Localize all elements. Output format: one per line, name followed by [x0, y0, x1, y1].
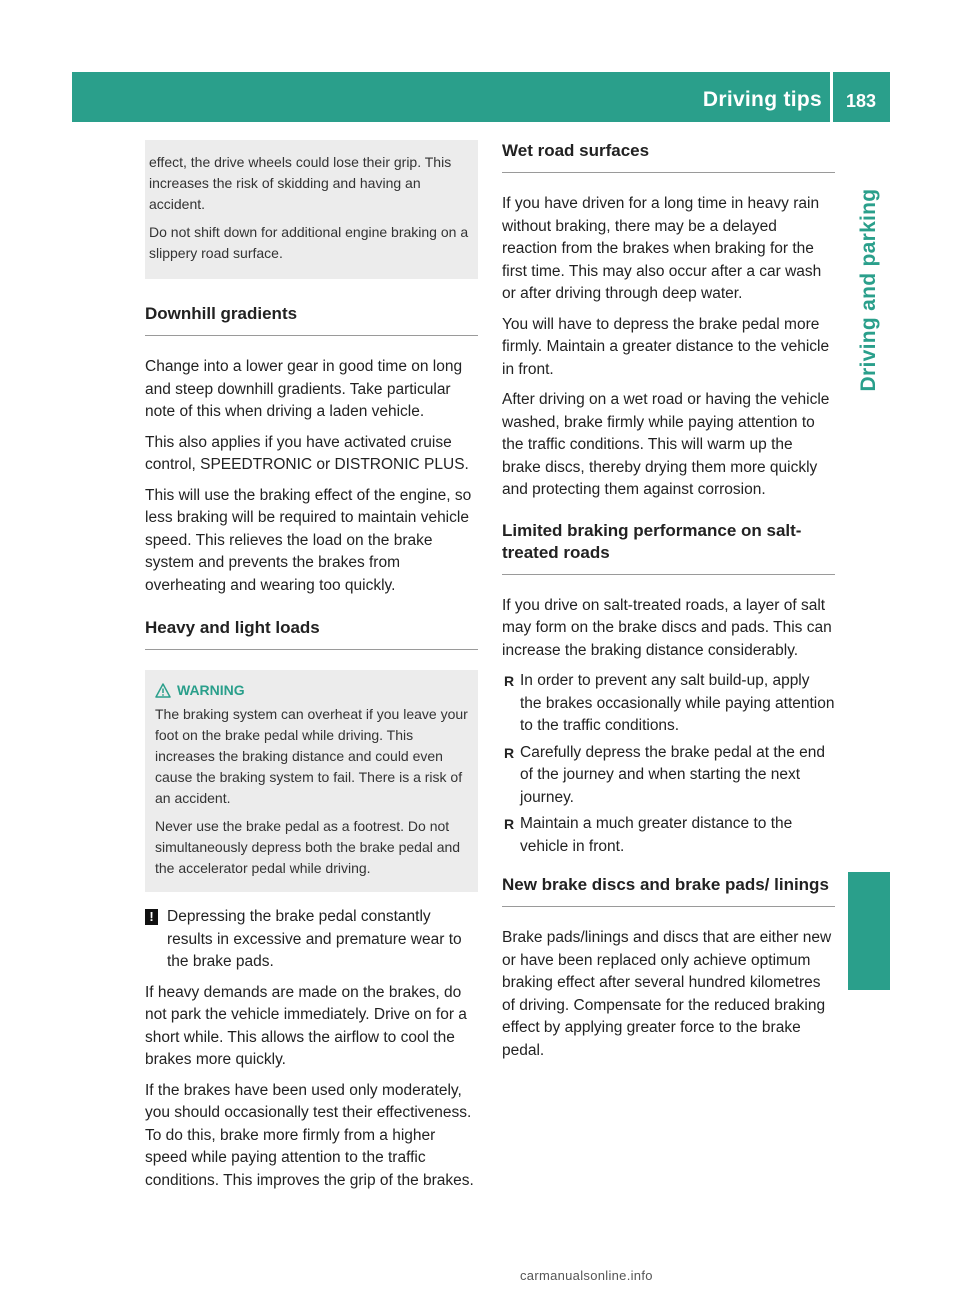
watermark: carmanualsonline.info	[520, 1268, 653, 1283]
list-item-text: In order to prevent any salt build-up, apply the brakes occasionally while paying attention to the traffic conditions.	[520, 672, 835, 734]
paragraph: After driving on a wet road or having the vehicle washed, brake firmly while paying attention to the traffic conditions. This will warm up the brake discs, thereby drying them more quickly and protecting them against corrosion.	[502, 391, 830, 498]
bullet-icon: R	[504, 673, 515, 689]
note-text: Depressing the brake pedal constantly results in excessive and premature wear to the brake pads.	[167, 908, 462, 970]
right-column	[502, 140, 835, 1070]
warning-triangle-icon	[155, 683, 171, 698]
paragraph: Change into a lower gear in good time on long and steep downhill gradients. Take particular note of this when driving a laden vehicle.	[145, 358, 463, 420]
damage-note	[145, 906, 478, 974]
list-item	[502, 670, 835, 738]
paragraph: effect, the drive wheels could lose their grip. This increases the risk of skidding and having an accident.	[149, 154, 452, 212]
heading-new-brake-discs: New brake discs and brake pads/ linings	[502, 874, 835, 907]
paragraph: This will use the braking effect of the engine, so less braking will be required to maintain vehicle speed. This relieves the load on the brake system and prevents the brakes from overheating and wearing too quickly.	[145, 486, 472, 594]
warning-paragraph: The braking system can overheat if you leave your foot on the brake pedal while driving. This increases the braking distance and could even cause the braking system to fail. There is a risk of an accident.	[155, 706, 468, 806]
warning-label: WARNING	[177, 682, 245, 698]
list-item	[502, 813, 835, 858]
bullet-icon: R	[504, 744, 515, 761]
warning-header	[155, 680, 472, 700]
chapter-marker	[848, 872, 890, 990]
paragraph: If you have driven for a long time in heavy rain without braking, there may be a delayed reaction from the brakes when braking for the first time. This may also occur after a car wash or after driving through deep water.	[502, 195, 822, 302]
chapter-label: Driving and parking	[857, 188, 880, 392]
paragraph: Do not shift down for additional engine braking on a slippery road surface.	[149, 224, 469, 261]
left-column	[145, 140, 478, 1200]
paragraph: Brake pads/linings and discs that are either new or have been replaced only achieve optimum braking effect after several hundred kilometres of driving. Compensate for the reduced braking effect by applying greater force to the brake pedal.	[502, 929, 832, 1059]
bullet-list	[502, 670, 835, 858]
paragraph: If you drive on salt-treated roads, a layer of salt may form on the brake discs and pads. This can increase the braking distance considerably.	[502, 596, 832, 659]
heading-downhill-gradients: Downhill gradients	[145, 303, 478, 336]
paragraph: If the brakes have been used only moderately, you should occasionally test their effectiveness. To do this, brake more firmly from a higher speed while paying attention to the traffic conditions. This improves the grip of the brakes.	[145, 1081, 474, 1189]
continued-warning-box	[145, 140, 478, 279]
exclamation-icon: !	[145, 909, 158, 925]
paragraph: This also applies if you have activated cruise control, SPEEDTRONIC or DISTRONIC PLUS.	[145, 433, 469, 473]
warning-paragraph: Never use the brake pedal as a footrest. Do not simultaneously depress both the brake pedal and the accelerator pedal while driving.	[155, 818, 461, 876]
heading-salt-treated-roads: Limited braking performance on salt-treated roads	[502, 520, 835, 575]
paragraph: You will have to depress the brake pedal more firmly. Maintain a greater distance to the vehicle in front.	[502, 315, 830, 378]
header-divider	[830, 72, 833, 122]
paragraph: If heavy demands are made on the brakes, do not park the vehicle immediately. Drive on for a short while. This allows the airflow to cool the brakes more quickly.	[145, 983, 467, 1068]
list-item-text: Maintain a much greater distance to the vehicle in front.	[520, 815, 793, 855]
list-item	[502, 742, 835, 810]
list-item-text: Carefully depress the brake pedal at the end of the journey and when starting the next journey.	[520, 743, 826, 806]
section-title: Driving tips	[702, 88, 822, 111]
page-number: 183	[845, 91, 877, 111]
chapter-side-tab	[848, 122, 890, 458]
bullet-icon: R	[504, 816, 515, 832]
heading-heavy-light-loads: Heavy and light loads	[145, 617, 478, 650]
page-header	[72, 72, 890, 122]
heading-wet-road-surfaces: Wet road surfaces	[502, 140, 835, 173]
warning-box	[145, 670, 478, 892]
